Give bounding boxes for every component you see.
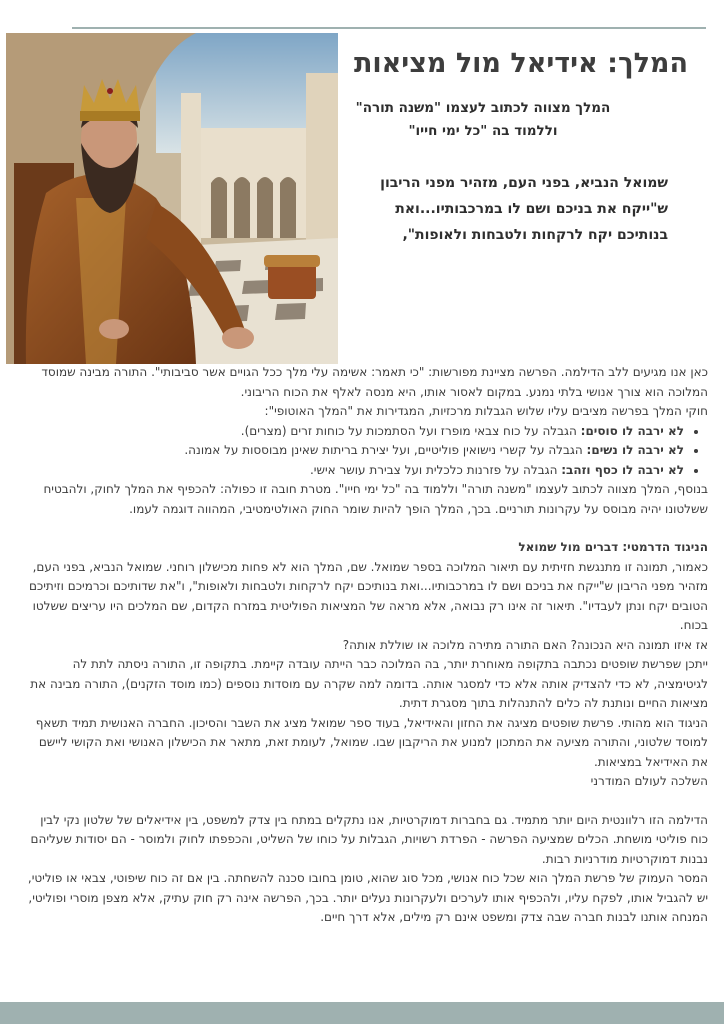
paragraph: ייתכן שפרשת שופטים נכתבה בתקופה מאוחרת יותר, בה המלוכה כבר הייתה עובדה קיימת. בתקופה זו, התורה ניסתה לתת לה לגיטימציה, לא כדי להצדיק אותה אלא כדי למסגר אותה. בדומה למה שקרה עם מוסדות נוספים (כמו מוסד הזקנים), התורה מבינה את מציאות החיים ונותנת לה כלים להתנהלות בתוך מסגרת דתית. [30, 657, 708, 710]
paragraph: חוקי המלך בפרשה מציבים עליו שלוש הגבלות מרכזיות, המגדירות את "המלך האוטופי": [264, 404, 708, 418]
paragraph: כאמור, תמונה זו מתנגשת חזיתית עם תיאור המלוכה בספר שמואל. שם, המלך הוא לא פחות מכישלון רוחני. שמואל הנביא, בפני העם, מזהיר מפני הריבון ש"ייקח את בניכם ושם לו במרכבותיו...ואת בנותיכם יקח לרקחות ולטבחות ולאופות", ו"את שדותיכם וכרמיכם וזיתיכם הטובים יקח ונתן לעבדיו". תיאור זה אינו רק נבואה, אלא מראה של המציאות הפוליטית במזרח הקדום, שם המלכים היו עריצים ששלטו בכוח. [28, 559, 708, 632]
footer-band [0, 1002, 724, 1024]
list-item [20, 422, 684, 442]
list-item-text: הגבלה על כוח צבאי מופרז ועל הסתמכות על כוחות זרים (מצרים). [240, 423, 581, 438]
paragraph: בנוסף, המלך מצווה לכתוב לעצמו "משנה תורה" וללמוד בה "כל ימי חייו". מטרת חובה זו כפולה: להכפיף את המלך לחוק, ולהבטיח ששלטונו יהיה מבוסס על עקרונות תורניים. בכך, המלך הופך להיות שומר החוק האולטימטיבי, המהווה דוגמה לעמו. [43, 482, 708, 516]
paragraph: המסר העמוק של פרשת המלך הוא שכל כוח אנושי, מכל סוג שהוא, טומן בחובו סכנה להשחתה. בין אם זה כוח שיפוטי, צבאי או פוליטי, יש להגביל אותו, לפקח עליו, ולהכפיף אותו לערכים ולעקרונות נעלים יותר. בכך, הפרשה אינה רק חוק עתיק, אלא מצפן מוסרי ופוליטי, המנחה אותנו לבנות חברה שבה צדק ומשפט אינם רק מילים, אלא דרך חיים. [27, 871, 708, 924]
king-illustration [6, 33, 338, 364]
king-on-throne-image [6, 33, 338, 364]
list-item-term: לא ירבה לו כסף וזהב: [561, 462, 684, 477]
list-item-text: הגבלה על פזרנות כלכלית ועל צבירת עושר אישי. [309, 462, 562, 477]
list-item-term: לא ירבה לו סוסים: [580, 423, 684, 438]
intro-quote-torah: המלך מצווה לכתוב לעצמו "משנה תורה" וללמוד בה "כל ימי חייו" [355, 100, 611, 139]
list-item [20, 461, 684, 481]
king-restrictions-list [20, 422, 708, 481]
top-divider [72, 27, 706, 29]
section-heading: הניגוד הדרמטי: דברים מול שמואל [518, 540, 708, 554]
list-item-term: לא ירבה לו נשים: [586, 443, 684, 457]
list-item [20, 441, 684, 461]
list-item-text: הגבלה על קשרי נישואין פוליטיים, ועל יצירת בריתות שאינן מבוססות על אמונה. [184, 443, 587, 457]
intro-quote-samuel: שמואל הנביא, בפני העם, מזהיר מפני הריבון ש"ייקח את בניכם ושם לו במרכבותיו...ואת בנותיכם יקח לרקחות ולטבחות ולאופות", [380, 175, 668, 243]
paragraph: אז איזו תמונה היא הנכונה? האם התורה מתירה מלוכה או שוללת אותה? [342, 637, 708, 652]
paragraph: הניגוד הוא מהותי. פרשת שופטים מציגה את החזון והאידיאל, בעוד ספר שמואל מציג את השבר והסיכון. החברה האנושית תמיד תשאף למוסד שלטוני, והתורה מציעה את המתכון למנוע את הריקבון שבו. שמואל, לעומת זאת, מתאר את הכישלון האנושי ואת הקושי ליישם את האידיאל במציאות. [35, 715, 708, 769]
paragraph: הדילמה הזו רלוונטית היום יותר מתמיד. גם בחברות דמוקרטיות, אנו נתקלים במתח בין צדק למשפט, בין אידיאלים של שלטון נקי לבין כוח פוליטי מושחת. הכלים שמציעה הפרשה - הפרדת רשויות, הגבלות על כוחו של השליט, והכפפתו לחוק ולמוסר - הם יסודות שעליהם נבנות דמוקרטיות מודרניות רבות. [30, 812, 708, 866]
paragraph: כאן אנו מגיעים ללב הדילמה. הפרשה מציינת מפורשות: "כי תאמר: אשימה עלי מלך ככל הגויים אשר סביבותי". התורה מבינה שמוסד המלוכה הוא צורך אנושי בלתי נמנע. במקום לאסור אותו, היא מנסה לאלף את הכוח הריבוני. [41, 365, 708, 399]
page-title: המלך: אידיאל מול מציאות [353, 48, 688, 79]
section-heading: השלכה לעולם המודרני [590, 774, 708, 788]
article-body [20, 363, 708, 928]
